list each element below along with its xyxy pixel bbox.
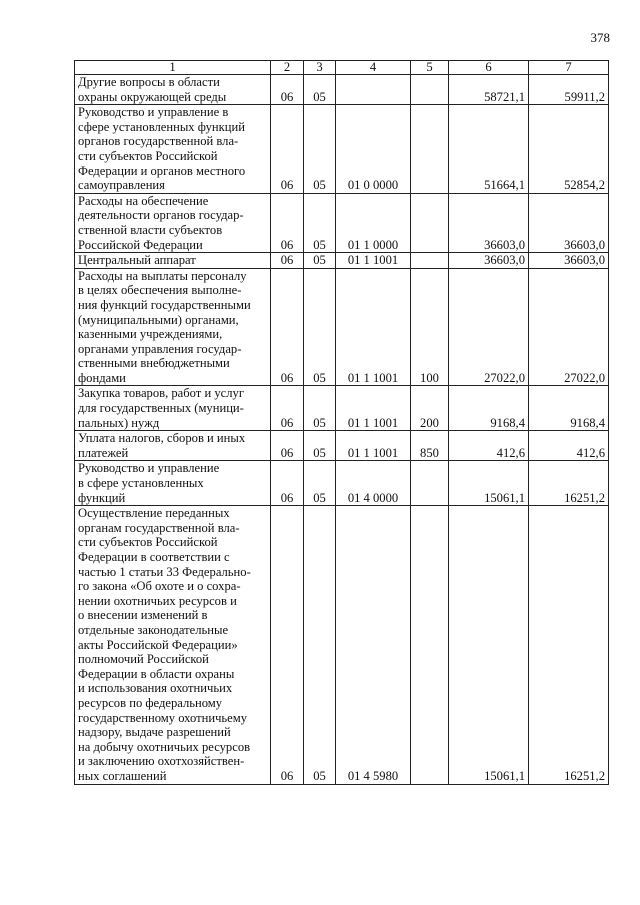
table-header-row xyxy=(75,61,609,75)
column-header: 2 xyxy=(271,61,304,75)
description-line: (муниципальными) органами, xyxy=(78,312,239,327)
description-line: полномочий Российской xyxy=(78,652,209,667)
subsection-code: 05 xyxy=(304,268,336,386)
description-line: Федерации и органов местного xyxy=(78,163,246,178)
column-header: 4 xyxy=(336,61,411,75)
subsection-code: 05 xyxy=(304,506,336,784)
amount-year-1: 36603,0 xyxy=(449,253,529,269)
section-code: 06 xyxy=(271,75,304,105)
expense-type-code xyxy=(411,193,449,252)
section-code: 06 xyxy=(271,506,304,784)
description-line: органов государственной вла- xyxy=(78,134,239,149)
section-code: 06 xyxy=(271,268,304,386)
amount-year-1: 412,6 xyxy=(449,431,529,461)
description-line: для государственных (муници- xyxy=(78,401,244,416)
description-line: фондами xyxy=(78,370,126,385)
amount-year-1: 9168,4 xyxy=(449,386,529,431)
description-line: ресурсов по федеральному xyxy=(78,695,223,710)
description-line: самоуправления xyxy=(78,178,165,193)
amount-year-1: 51664,1 xyxy=(449,105,529,194)
description-line: сти субъектов Российской xyxy=(78,148,218,163)
target-article-code: 01 1 1001 xyxy=(336,431,411,461)
section-code: 06 xyxy=(271,193,304,252)
page-number: 378 xyxy=(590,30,610,45)
amount-year-1: 15061,1 xyxy=(449,506,529,784)
subsection-code: 05 xyxy=(304,386,336,431)
section-code: 06 xyxy=(271,386,304,431)
row-description xyxy=(75,193,271,252)
description-line: Руководство и управление в xyxy=(78,105,229,120)
description-line: деятельности органов государ- xyxy=(78,208,244,223)
expense-type-code: 850 xyxy=(411,431,449,461)
amount-year-2: 9168,4 xyxy=(529,386,609,431)
subsection-code: 05 xyxy=(304,105,336,194)
target-article-code: 01 1 0000 xyxy=(336,193,411,252)
description-line: отдельные законодательные xyxy=(78,622,229,637)
section-code: 06 xyxy=(271,105,304,194)
description-line: го закона «Об охоте и о сохра- xyxy=(78,579,241,594)
description-line: ственной власти субъектов xyxy=(78,222,223,237)
description-line: казенными учреждениями, xyxy=(78,327,223,342)
description-line: ственными внебюджетными xyxy=(78,356,230,371)
table-row xyxy=(75,75,609,105)
table-row xyxy=(75,461,609,506)
subsection-code: 05 xyxy=(304,75,336,105)
description-line: частью 1 статьи 33 Федерально- xyxy=(78,564,251,579)
amount-year-1: 36603,0 xyxy=(449,193,529,252)
description-line: Осуществление переданных xyxy=(78,506,230,521)
description-line: функций xyxy=(78,490,126,505)
description-line: акты Российской Федерации» xyxy=(78,637,238,652)
description-line: надзору, выдаче разрешений xyxy=(78,725,231,740)
subsection-code: 05 xyxy=(304,461,336,506)
amount-year-2: 52854,2 xyxy=(529,105,609,194)
description-line: Федерации в области охраны xyxy=(78,666,235,681)
description-line: и заключению охотхозяйствен- xyxy=(78,754,245,769)
budget-table xyxy=(74,60,609,785)
row-description xyxy=(75,105,271,194)
description-line: в сфере установленных xyxy=(78,476,204,491)
description-line: о внесении изменений в xyxy=(78,608,208,623)
table-body xyxy=(75,75,609,785)
expense-type-code xyxy=(411,105,449,194)
description-line: Российской Федерации xyxy=(78,237,203,252)
amount-year-1: 58721,1 xyxy=(449,75,529,105)
description-line: Федерации в соответствии с xyxy=(78,550,230,564)
row-description xyxy=(75,431,271,461)
table-row xyxy=(75,506,609,784)
subsection-code: 05 xyxy=(304,193,336,252)
amount-year-1: 15061,1 xyxy=(449,461,529,506)
target-article-code: 01 1 1001 xyxy=(336,253,411,269)
description-line: нении охотничьих ресурсов и xyxy=(78,593,237,608)
description-line: Руководство и управление xyxy=(78,461,220,476)
description-line: органами управления государ- xyxy=(78,341,242,356)
description-line: сфере установленных функций xyxy=(78,119,245,134)
section-code: 06 xyxy=(271,253,304,269)
column-header: 6 xyxy=(449,61,529,75)
amount-year-2: 27022,0 xyxy=(529,268,609,386)
description-line: сти субъектов Российской xyxy=(78,535,218,550)
description-line: платежей xyxy=(78,445,129,460)
subsection-code: 05 xyxy=(304,431,336,461)
description-line: в целях обеспечения выполне- xyxy=(78,283,242,298)
target-article-code: 01 4 0000 xyxy=(336,461,411,506)
column-header: 1 xyxy=(75,61,271,75)
section-code: 06 xyxy=(271,461,304,506)
target-article-code: 01 0 0000 xyxy=(336,105,411,194)
description-line: государственному охотничьему xyxy=(78,710,248,725)
table-row xyxy=(75,105,609,194)
description-line: ния функций государственными xyxy=(78,297,251,312)
amount-year-2: 59911,2 xyxy=(529,75,609,105)
description-line: на добычу охотничьих ресурсов xyxy=(78,739,251,754)
amount-year-2: 16251,2 xyxy=(529,506,609,784)
expense-type-code: 100 xyxy=(411,268,449,386)
table-row xyxy=(75,253,609,269)
expense-type-code xyxy=(411,506,449,784)
row-description xyxy=(75,506,271,784)
expense-type-code: 200 xyxy=(411,386,449,431)
row-description xyxy=(75,386,271,431)
description-line: Закупка товаров, работ и услуг xyxy=(78,386,244,401)
target-article-code: 01 1 1001 xyxy=(336,268,411,386)
description-line: органам государственной вла- xyxy=(78,520,240,535)
description-line: Расходы на выплаты персоналу xyxy=(78,268,247,283)
target-article-code: 01 1 1001 xyxy=(336,386,411,431)
column-header: 7 xyxy=(529,61,609,75)
amount-year-1: 27022,0 xyxy=(449,268,529,386)
amount-year-2: 16251,2 xyxy=(529,461,609,506)
subsection-code: 05 xyxy=(304,253,336,269)
row-description xyxy=(75,75,271,105)
table-row xyxy=(75,268,609,386)
target-article-code xyxy=(336,75,411,105)
description-line: Расходы на обеспечение xyxy=(78,193,209,208)
table-row xyxy=(75,193,609,252)
row-description xyxy=(75,268,271,386)
table-row xyxy=(75,431,609,461)
amount-year-2: 36603,0 xyxy=(529,253,609,269)
description-line: Другие вопросы в области xyxy=(78,75,220,89)
description-line: пальных) нужд xyxy=(78,415,160,430)
table-row xyxy=(75,386,609,431)
description-line: Центральный аппарат xyxy=(78,253,196,268)
amount-year-2: 36603,0 xyxy=(529,193,609,252)
column-header: 3 xyxy=(304,61,336,75)
description-line: Уплата налогов, сборов и иных xyxy=(78,431,246,446)
amount-year-2: 412,6 xyxy=(529,431,609,461)
expense-type-code xyxy=(411,253,449,269)
section-code: 06 xyxy=(271,431,304,461)
target-article-code: 01 4 5980 xyxy=(336,506,411,784)
row-description xyxy=(75,253,271,269)
expense-type-code xyxy=(411,461,449,506)
description-line: охраны окружающей среды xyxy=(78,89,227,104)
expense-type-code xyxy=(411,75,449,105)
description-line: и использования охотничьих xyxy=(78,681,233,696)
column-header: 5 xyxy=(411,61,449,75)
row-description xyxy=(75,461,271,506)
description-line: ных соглашений xyxy=(78,768,167,783)
